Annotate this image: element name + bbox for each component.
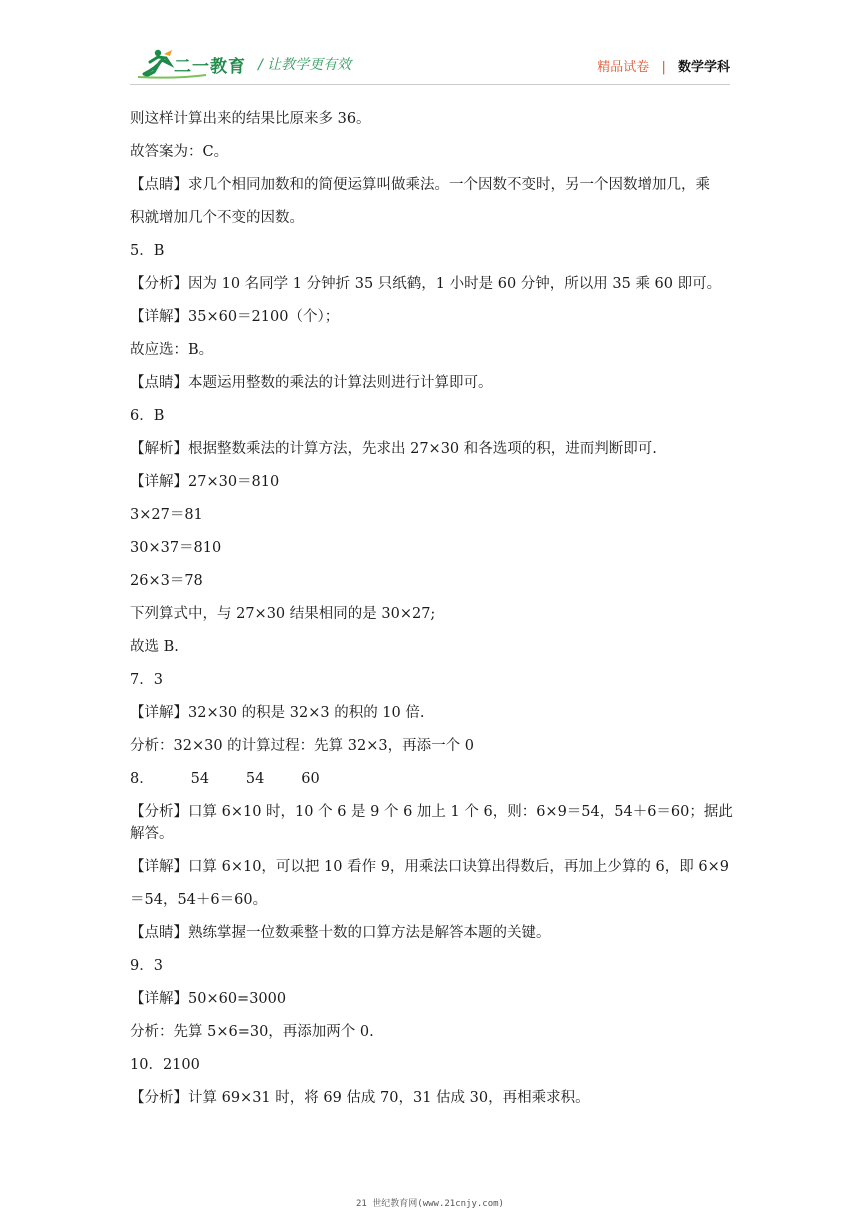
text-line: 【详解】50×60=3000 <box>130 991 287 1007</box>
text-line: 故选 B. <box>130 639 179 655</box>
page-footer: 21 世纪教育网(www.21cnjy.com) <box>356 1199 504 1209</box>
text-line: 【分析】计算 69×31 时，将 69 估成 70，31 估成 30，再相乘求积。 <box>130 1090 590 1106</box>
question-number: 7．3 <box>130 672 163 688</box>
question-number: 10．2100 <box>130 1057 200 1073</box>
text-line: 3×27＝81 <box>130 507 203 523</box>
question-number: 9．3 <box>130 958 163 974</box>
slogan: / 让教学更有效 <box>258 57 352 73</box>
text-line: 【分析】因为 10 名同学 1 分钟折 35 只纸鹤，1 小时是 60 分钟，所以用 35 乘 60 即可。 <box>130 276 722 292</box>
badge-label: 精品试卷 <box>597 60 650 75</box>
answer-content <box>130 108 734 1109</box>
text-line: 则这样计算出来的结果比原来多 36。 <box>130 111 371 127</box>
text-line: 30×37＝810 <box>130 540 222 556</box>
page-header <box>0 0 860 100</box>
text-line: 【详解】27×30＝810 <box>130 474 280 490</box>
header-divider <box>130 84 730 85</box>
subject-badge <box>597 56 730 75</box>
text-line: 【点睛】本题运用整数的乘法的计算法则进行计算即可。 <box>130 375 493 391</box>
text-line: 分析：先算 5×6=30，再添加两个 0. <box>130 1024 374 1040</box>
text-line: 积就增加几个不变的因数。 <box>130 210 304 226</box>
logo-text: 二一教育 <box>174 57 246 77</box>
text-line: 【分析】口算 6×10 时，10 个 6 是 9 个 6 加上 1 个 6，则：6×9＝54，54＋6＝60；据此解答。 <box>130 804 733 842</box>
text-line: 【解析】根据整数乘法的计算方法，先求出 27×30 和各选项的积，进而判断即可. <box>130 441 657 457</box>
text-line: 分析：32×30 的计算过程：先算 32×3，再添一个 0 <box>130 738 474 754</box>
text-line: 故应选：B。 <box>130 342 214 358</box>
text-line: 【详解】32×30 的积是 32×3 的积的 10 倍. <box>130 705 425 721</box>
text-line: ＝54，54＋6＝60。 <box>130 892 268 908</box>
text-line: 下列算式中，与 27×30 结果相同的是 30×27; <box>130 606 436 622</box>
text-line: 【点睛】求几个相同加数和的简便运算叫做乘法。一个因数不变时，另一个因数增加几，乘 <box>130 177 710 193</box>
text-line: 故答案为：C。 <box>130 144 229 160</box>
text-line: 【详解】口算 6×10，可以把 10 看作 9，用乘法口诀算出得数后，再加上少算的 6，即 6×9 <box>130 859 729 875</box>
text-line: 【点睛】熟练掌握一位数乘整十数的口算方法是解答本题的关键。 <box>130 925 551 941</box>
question-number: 8． 54 54 60 <box>130 771 320 787</box>
question-number: 5．B <box>130 243 165 259</box>
badge-separator: | <box>661 60 666 75</box>
text-line: 【详解】35×60＝2100（个）； <box>130 309 340 325</box>
badge-subject: 数学学科 <box>677 60 730 75</box>
question-number: 6．B <box>130 408 165 424</box>
text-line: 26×3＝78 <box>130 573 203 589</box>
